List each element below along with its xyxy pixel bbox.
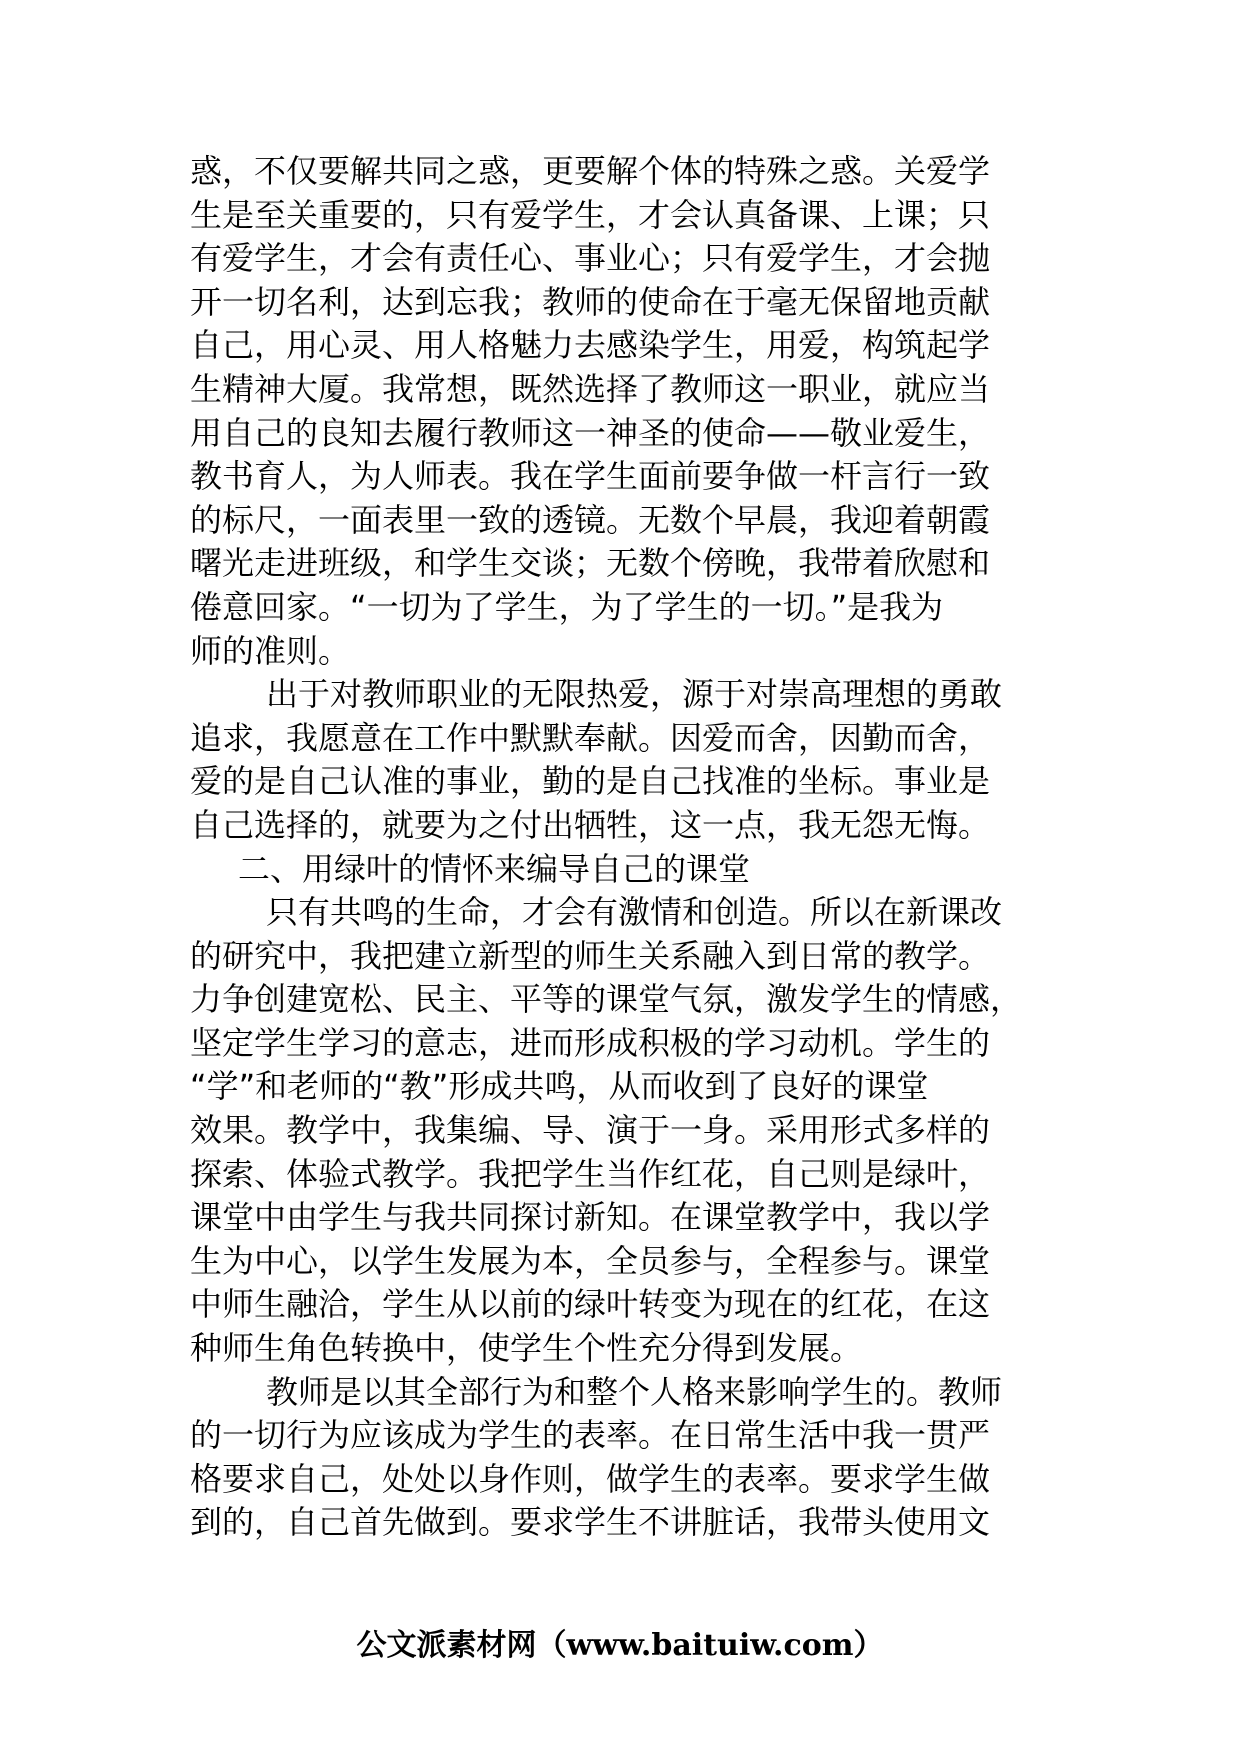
paragraph-1: 惑，不仅要解共同之惑，更要解个体的特殊之惑。关爱学 生是至关重要的，只有爱学生，才会认真备课、上课；只 有爱学生，才会有责任心、事业心；只有爱学生，才会抛 开一切名利，达到忘我；教师的使命在于毫无保留地贡献 自己，用心灵、用人格魅力去感染学生，用爱，构筑起学 生精神大厦。我常想，既然选择了教师这一职业，就应当 用自己的良知去履行教师这一神圣的使命——敬业爱生， 教书育人，为人师表。我在学生面前要争做一杆言行一致 的标尺，一面表里一致的透镜。无数个早晨，我迎着朝霞 曙光走进班级，和学生交谈；无数个傍晚，我带着欣慰和 倦意回家。“一切为了学生，为了学生的一切。”是我为 师的准则。	[190, 152, 991, 670]
document-body	[190, 150, 1060, 1545]
paragraph-2: 出于对教师职业的无限热爱，源于对崇高理想的勇敢 追求，我愿意在工作中默默奉献。因爱而舍，因勤而舍， 爱的是自己认准的事业，勤的是自己找准的坐标。事业是 自己选择的，就要为之付出牺牲，这一点，我无怨无悔。	[190, 675, 1003, 844]
section-heading-2: 二、用绿叶的情怀来编导自己的课堂	[238, 849, 751, 888]
paragraph-3: 只有共鸣的生命，才会有激情和创造。所以在新课改 的研究中，我把建立新型的师生关系融入到日常的教学。 力争创建宽松、民主、平等的课堂气氛，激发学生的情感， 坚定学生学习的意志，进而形成积极的学习动机。学生的 “学”和老师的“教”形成共鸣，从而收到了良好的课堂 效果。教学中，我集编、导、演于一身。采用形式多样的 探索、体验式教学。我把学生当作红花，自己则是绿叶， 课堂中由学生与我共同探讨新知。在课堂教学中，我以学 生为中心，以学生发展为本，全员参与，全程参与。课堂 中师生融洽，学生从以前的绿叶转变为现在的红花，在这 种师生角色转换中，使学生个性充分得到发展。	[190, 893, 1023, 1368]
page-footer-source: 公文派素材网（www.baituiw.com）	[356, 1628, 884, 1663]
paragraph-4: 教师是以其全部行为和整个人格来影响学生的。教师 的一切行为应该成为学生的表率。在日常生活中我一贯严 格要求自己，处处以身作则，做学生的表率。要求学生做 到的，自己首先做到。要求学生不讲脏话，我带头使用文	[190, 1372, 1003, 1542]
